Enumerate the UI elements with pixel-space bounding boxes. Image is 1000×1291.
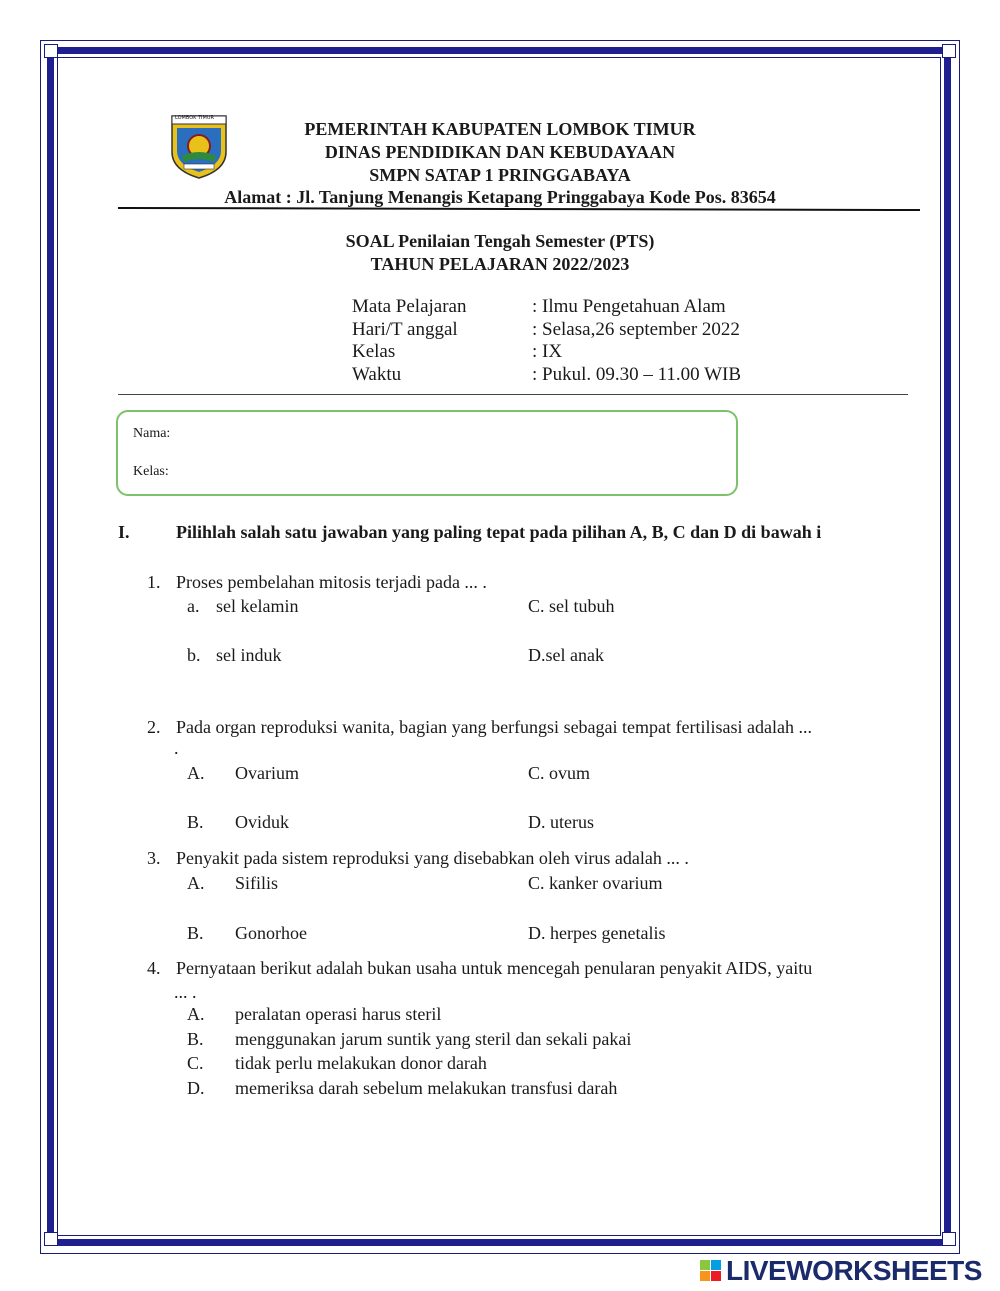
option-text[interactable]: C. kanker ovarium	[528, 873, 663, 893]
option-text[interactable]: Gonorhoe	[235, 923, 307, 943]
option-text[interactable]: tidak perlu melakukan donor darah	[235, 1053, 487, 1073]
info-value-subject: : Ilmu Pengetahuan Alam	[532, 296, 726, 317]
option-letter: C.	[187, 1053, 204, 1073]
option-letter: B.	[187, 923, 204, 943]
question-number: 4.	[147, 958, 161, 978]
info-label-subject: Mata Pelajaran	[352, 296, 467, 317]
question-text: Penyakit pada sistem reproduksi yang disebabkan oleh virus adalah ... .	[176, 848, 689, 868]
option-text[interactable]: peralatan operasi harus steril	[235, 1004, 442, 1024]
question-text: Pada organ reproduksi wanita, bagian yang berfungsi sebagai tempat fertilisasi adalah ...	[176, 717, 812, 737]
question-text: Pernyataan berikut adalah bukan usaha untuk mencegah penularan penyakit AIDS, yaitu	[176, 958, 813, 978]
question-number: 3.	[147, 848, 161, 868]
info-value-time: : Pukul. 09.30 – 11.00 WIB	[532, 364, 742, 385]
option-text[interactable]: D. herpes genetalis	[528, 923, 666, 943]
option-text[interactable]: Ovarium	[235, 763, 299, 783]
question-number: 1.	[147, 572, 161, 592]
option-letter: D.	[187, 1078, 205, 1098]
question-text: Proses pembelahan mitosis terjadi pada ... .	[176, 572, 487, 592]
question-number: 2.	[147, 717, 161, 737]
option-letter: b.	[187, 645, 201, 665]
info-label-date: Hari/T anggal	[352, 319, 458, 340]
info-divider	[118, 394, 908, 395]
class-label: Kelas:	[133, 464, 169, 479]
header-government: PEMERINTAH KABUPATEN LOMBOK TIMUR	[304, 119, 696, 139]
option-text[interactable]: C. sel tubuh	[528, 596, 615, 616]
frame-corner	[44, 44, 58, 58]
info-label-class: Kelas	[352, 341, 396, 362]
frame-corner	[942, 1232, 956, 1246]
section-number: I.	[118, 522, 130, 542]
option-text[interactable]: C. ovum	[528, 763, 591, 783]
header-address: Alamat : Jl. Tanjung Menangis Ketapang Pringgabaya Kode Pos. 83654	[224, 187, 776, 207]
exam-year: TAHUN PELAJARAN 2022/2023	[370, 254, 630, 274]
frame-corner	[44, 1232, 58, 1246]
section-instruction: Pilihlah salah satu jawaban yang paling tepat pada pilihan A, B, C dan D di bawah i	[176, 522, 822, 542]
info-value-date: : Selasa,26 september 2022	[532, 319, 740, 340]
option-text[interactable]: menggunakan jarum suntik yang steril dan sekali pakai	[235, 1029, 632, 1049]
info-value-class: : IX	[532, 341, 563, 362]
liveworksheets-logo-icon	[700, 1260, 722, 1282]
exam-title: SOAL Penilaian Tengah Semester (PTS)	[345, 231, 655, 251]
frame-corner	[942, 44, 956, 58]
watermark-text: LIVEWORKSHEETS	[726, 1255, 982, 1286]
name-label: Nama:	[133, 426, 171, 441]
option-text[interactable]: memeriksa darah sebelum melakukan transfusi darah	[235, 1078, 618, 1098]
option-text[interactable]: sel induk	[216, 645, 282, 665]
class-field[interactable]	[185, 460, 715, 484]
option-text[interactable]: Sifilis	[235, 873, 279, 893]
option-text[interactable]: sel kelamin	[216, 596, 299, 616]
option-text[interactable]: D. uterus	[528, 812, 594, 832]
option-text[interactable]: D.sel anak	[528, 645, 604, 665]
liveworksheets-watermark[interactable]	[700, 1256, 982, 1286]
header-school: SMPN SATAP 1 PRINGGABAYA	[369, 165, 631, 185]
option-letter: a.	[187, 596, 200, 616]
option-letter: B.	[187, 812, 204, 832]
option-letter: A.	[187, 1004, 205, 1024]
regency-crest-icon	[170, 114, 228, 180]
option-text[interactable]: Oviduk	[235, 812, 289, 832]
info-label-time: Waktu	[352, 364, 402, 385]
option-letter: A.	[187, 763, 205, 783]
name-field[interactable]	[185, 422, 715, 446]
option-letter: A.	[187, 873, 205, 893]
header-department: DINAS PENDIDIKAN DAN KEBUDAYAAN	[324, 142, 676, 162]
logo-caption: LOMBOK TIMUR	[175, 115, 214, 121]
question-text-continuation: .	[174, 738, 179, 758]
question-text-continuation: ... .	[174, 982, 197, 1002]
option-letter: B.	[187, 1029, 204, 1049]
